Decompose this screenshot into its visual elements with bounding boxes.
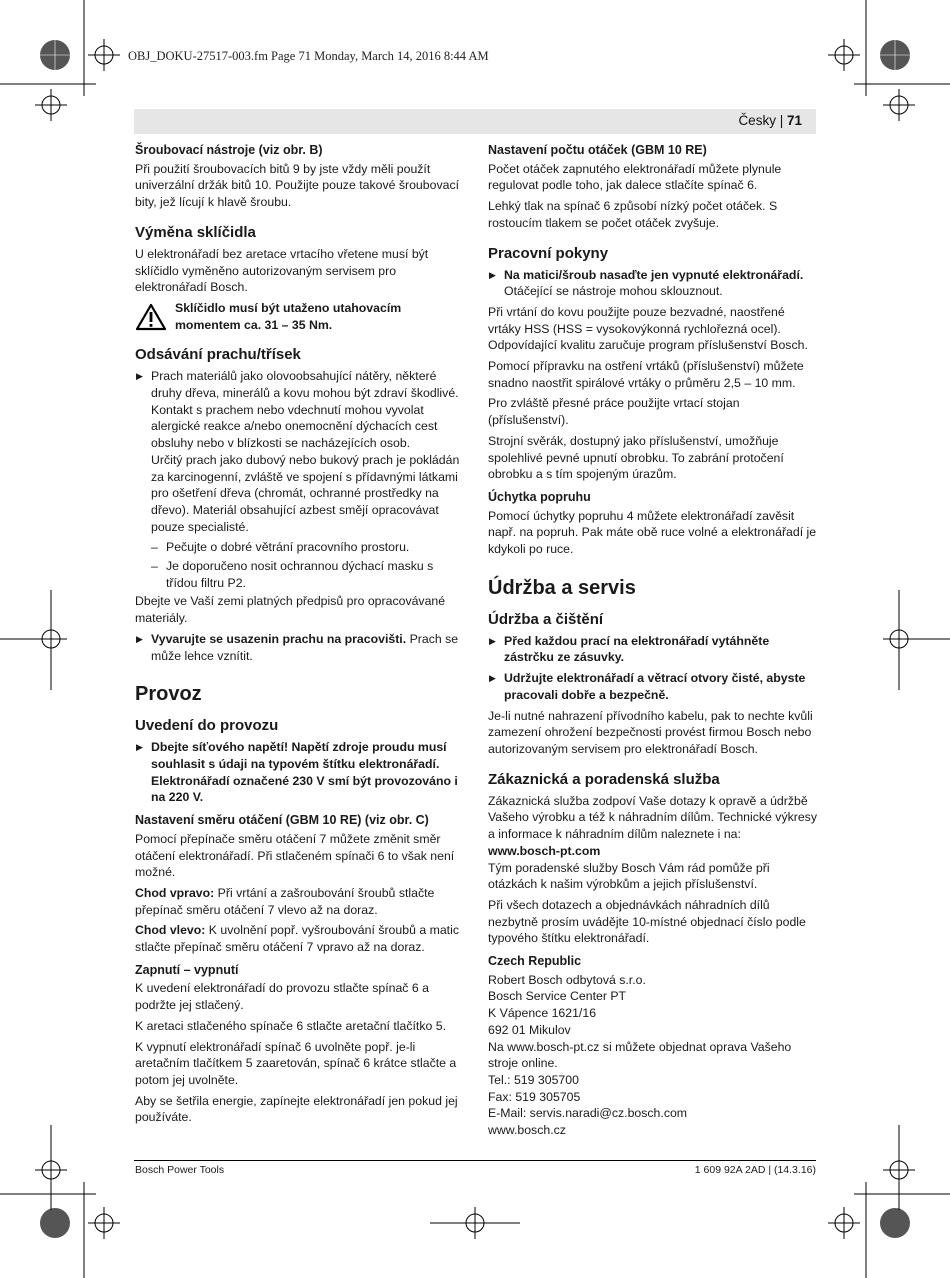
paragraph: Počet otáček zapnutého elektronářadí můžete plynule regulovat podle toho, jak dalece stlačíte spínač 6.: [488, 161, 782, 193]
heading-switching-on-off: Zapnutí – vypnutí: [135, 962, 239, 977]
warning-note: [135, 300, 465, 333]
bullet-text: ▶ Prach materiálů jako olovoobsahující nátěry, některé druhy dřeva, minerálů a kovu mohou být zdraví škodlivé. Kontakt s prachem nebo vdechnutí mohou vyvolat alergické reakce a/nebo onemocnění dýchacích cest obsluhy nebo v blízkosti se nacházejících osob.: [151, 369, 459, 451]
website: www.bosch.cz: [488, 1123, 566, 1138]
paragraph-text: Při vrtání a zašroubování šroubů stlačte přepínač směru otáčení 7 vlevo až na doraz.: [135, 885, 435, 917]
dash-item: – Je doporučeno nosit ochrannou dýchací masku s třídou filtru P2.: [135, 558, 465, 591]
paragraph: [135, 885, 465, 918]
heading-working-advice: Pracovní pokyny: [488, 244, 609, 262]
paragraph: Při vrtání do kovu použijte pouze bezvadné, naostřené vrtáky HSS (HSS = vysokovýkonná rychlořezná ocel). Odpovídající kvalitu zaručuje program příslušenství Bosch.: [488, 304, 808, 353]
right-column: [488, 142, 818, 1139]
paragraph: Pro zvláště přesné práce použijte vrtací stojan (příslušenství).: [488, 396, 740, 428]
heading-dust-extraction: Odsávání prachu/třísek: [135, 346, 301, 364]
paragraph: K vypnutí elektronářadí spínač 6 uvolněte popř. je-li aretačním tlačítkem 5 zaaretován, spínač 6 krátce stlačte a potom jej uvolněte.: [135, 1039, 457, 1087]
heading-chuck-replacement: Výměna sklíčidla: [135, 223, 256, 241]
address-line: 692 01 Mikulov: [488, 1022, 571, 1037]
paragraph: Při všech dotazech a objednávkách náhradních dílů nezbytně prosím uvádějte 10-místné objednací číslo podle typového štítku elektronářadí.: [488, 897, 806, 946]
paragraph: Tým poradenské služby Bosch Vám rád pomůže při otázkách k našim výrobkům a jejich příslušenství.: [488, 860, 770, 892]
paragraph: Aby se šetřila energie, zapínejte elektronářadí jen pokud jej používáte.: [135, 1093, 458, 1125]
bullet-bold-text: Dbejte síťového napětí! Napětí zdroje proudu musí souhlasit s údaji na typovém štítku elektronářadí. Elektronářadí označené 230 V smí být provozováno i na 220 V.: [151, 740, 458, 805]
footer-doc-number: 1 609 92A 2AD | (14.3.16): [694, 1164, 816, 1176]
heading-rotation-direction: Nastavení směru otáčení (GBM 10 RE) (viz obr. C): [135, 813, 429, 828]
paragraph: Zákaznická služba zodpoví Vaše dotazy k opravě a údržbě Vašeho výrobku a též k náhradním dílům. Technické výkresy a informace k náhradním dílům naleznete i na:: [488, 793, 817, 842]
service-url: www.bosch-pt.com: [488, 843, 601, 858]
paragraph: Strojní svěrák, dostupný jako příslušenství, umožňuje spolehlivé pevné upnutí obrobku. To zabrání protočení obrobku a s tím spojeným úrazům.: [488, 433, 784, 482]
left-column: [135, 142, 465, 1130]
header-language: Česky: [738, 113, 776, 128]
address-line: Na www.bosch-pt.cz si můžete objednat oprava Vašeho stroje online.: [488, 1039, 792, 1071]
dash-item: – Pečujte o dobré větrání pracovního prostoru.: [135, 539, 465, 556]
page-header-label: [738, 113, 802, 128]
heading-strap-holder: Úchytka popruhu: [488, 489, 591, 504]
paragraph: Pomocí přípravku na ostření vrtáků (příslušenství) můžete snadno naostřit spirálové vrtáky o průměru 2,5 – 10 mm.: [488, 359, 804, 390]
page-header-bar: [134, 109, 816, 134]
bullet-bold-text: Udržujte elektronářadí a větrací otvory čisté, abyste pracovali dobře a bezpečně.: [504, 671, 806, 702]
phone: Tel.: 519 305700: [488, 1072, 579, 1087]
service-address: [488, 972, 818, 1139]
paragraph: Je-li nutné nahrazení přívodního kabelu, pak to nechte kvůli zamezení ohrožení bezpečnosti provést firmou Bosch nebo autorizovaným servisem pro elektronářadí Bosch.: [488, 708, 813, 756]
bullet-item: [135, 739, 465, 806]
bullet-item: [135, 631, 465, 664]
heading-country: Czech Republic: [488, 954, 582, 969]
bullet-text: Otáčející se nástroje mohou sklouznout.: [504, 284, 723, 299]
header-separator: |: [775, 113, 787, 128]
fax: Fax: 519 305705: [488, 1089, 581, 1104]
heading-screwdriving-tools: Šroubovací nástroje (viz obr. B): [135, 143, 323, 157]
paragraph: Pomocí přepínače směru otáčení 7 můžete změnit směr otáčení elektronářadí. Při stlačeném spínači 6 to však není možné.: [135, 831, 455, 880]
footer-rule: [134, 1160, 816, 1161]
address-line: Robert Bosch odbytová s.r.o.: [488, 972, 646, 987]
paragraph: Při použití šroubovacích bitů 9 by jste vždy měli použít univerzální držák bitů 10. Použijte pouze takové šroubovací bity, jež lícují k hlavě šroubu.: [135, 161, 460, 210]
bullet-text: Určitý prach jako dubový nebo bukový prach je pokládán za karcinogenní, zvláště ve spojení s přídavnými látkami pro ošetření dřeva (chromát, ochranné prostředky na dřevo). Materiál obsahující azbest smějí opracovávat pouze specialisté.: [151, 452, 460, 534]
bullet-bold-text: Vyvarujte se usazenin prachu na pracovišti.: [151, 631, 407, 646]
footer-brand: Bosch Power Tools: [135, 1164, 225, 1176]
bullet-text: Prach se může lehce vznítit.: [151, 631, 459, 663]
bullet-item: [488, 633, 818, 666]
bullet-item: [135, 368, 465, 535]
heading-customer-service: Zákaznická a poradenská služba: [488, 770, 720, 788]
paragraph: Pomocí úchytky popruhu 4 můžete elektronářadí zavěsit např. na popruh. Pak máte obě ruce volné a elektronářadí je kdykoli po ruce.: [488, 508, 817, 557]
bold-label: Chod vpravo:: [135, 885, 215, 900]
paragraph: Dbejte ve Vaší zemi platných předpisů pro opracovávané materiály.: [135, 594, 446, 626]
address-line: Bosch Service Center PT: [488, 989, 627, 1004]
bullet-bold-text: Na matici/šroub nasaďte jen vypnuté elektronářadí.: [504, 267, 804, 282]
paragraph: U elektronářadí bez aretace vrtacího vřetene musí být sklíčidlo vyměněno autorizovaným servisem pro elektronářadí Bosch.: [135, 246, 429, 295]
header-page-number: 71: [786, 113, 802, 128]
paragraph: K aretaci stlačeného spínače 6 stlačte aretační tlačítko 5.: [135, 1018, 447, 1033]
paragraph: Lehký tlak na spínač 6 způsobí nízký počet otáček. S rostoucím tlakem se počet otáček zvyšuje.: [488, 199, 778, 230]
bullet-item: [488, 670, 818, 703]
heading-operation: Provoz: [135, 683, 202, 706]
heading-maintenance-cleaning: Údržba a čištění: [488, 610, 604, 628]
bullet-item: [488, 267, 818, 300]
bullet-bold-text: Před každou prací na elektronářadí vytáhněte zástrčku ze zásuvky.: [504, 633, 770, 665]
heading-maintenance-service: Údržba a servis: [488, 576, 636, 599]
address-line: K Vápence 1621/16: [488, 1006, 597, 1021]
heading-starting-operation: Uvedení do provozu: [135, 717, 279, 735]
paragraph: [135, 922, 465, 955]
paragraph: K uvedení elektronářadí do provozu stlačte spínač 6 a podržte jej stlačený.: [135, 981, 429, 1013]
warning-text: Sklíčidlo musí být utaženo utahovacím momentem ca. 31 – 35 Nm.: [175, 300, 402, 332]
heading-speed-setting: Nastavení počtu otáček (GBM 10 RE): [488, 143, 707, 157]
email: E-Mail: servis.naradi@cz.bosch.com: [488, 1106, 688, 1121]
warning-triangle-icon: [135, 303, 167, 331]
paragraph-text: K uvolnění popř. vyšroubování šroubů a matic stlačte přepínač směru otáčení 7 vpravo až na doraz.: [135, 923, 459, 955]
print-slug: OBJ_DOKU-27517-003.fm Page 71 Monday, March 14, 2016 8:44 AM: [128, 49, 489, 63]
bold-label: Chod vlevo:: [135, 923, 206, 938]
